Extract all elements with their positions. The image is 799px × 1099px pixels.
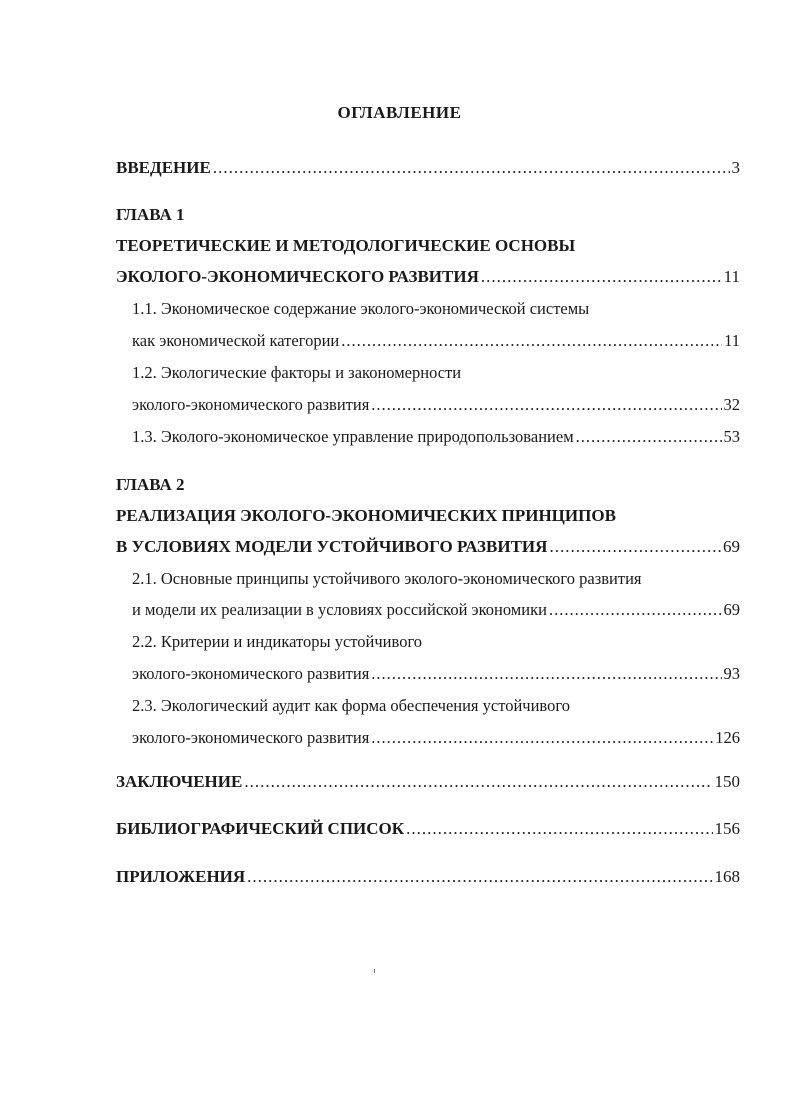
section-2-3-line1: 2.3. Экологический аудит как форма обеспечения устойчивого (132, 696, 570, 715)
page-number: 126 (715, 728, 740, 747)
page-number: 168 (714, 867, 740, 886)
toc-entry-chapter-2[interactable] (116, 537, 740, 561)
toc-entry-section-2-2[interactable] (132, 664, 740, 688)
entry-label: ЗАКЛЮЧЕНИЕ (116, 772, 243, 791)
dot-leader (244, 772, 712, 792)
toc-entry-conclusion[interactable] (116, 772, 740, 796)
page-number: 150 (714, 772, 740, 791)
toc-entry-section-2-1[interactable] (132, 600, 740, 624)
page-number: 93 (723, 664, 740, 683)
entry-label: ПРИЛОЖЕНИЯ (116, 867, 246, 886)
section-1-2-line1: 1.2. Экологические факторы и закономерности (132, 363, 462, 382)
page-number: 53 (723, 427, 740, 446)
dot-leader (406, 819, 712, 839)
page-number: 156 (714, 819, 740, 838)
page-number: 69 (723, 600, 740, 619)
dot-leader (371, 664, 721, 684)
entry-label: эколого-экономического развития (132, 728, 370, 747)
dot-leader (549, 537, 721, 557)
toc-entry-chapter-1[interactable] (116, 267, 740, 291)
toc-entry-section-1-2[interactable] (132, 395, 740, 419)
toc-entry-section-2-3[interactable] (132, 728, 740, 752)
chapter-2-heading: ГЛАВА 2 (116, 475, 185, 494)
page-number: 69 (723, 537, 740, 556)
entry-label: и модели их реализации в условиях российской экономики (132, 600, 547, 619)
dot-leader (576, 427, 722, 447)
entry-label: эколого-экономического развития (132, 395, 370, 414)
section-2-1-line1: 2.1. Основные принципы устойчивого эколого-экономического развития (132, 569, 642, 588)
entry-label: ВВЕДЕНИЕ (116, 158, 211, 177)
dot-leader (549, 600, 722, 620)
page-number: 3 (731, 158, 740, 177)
entry-label: В УСЛОВИЯХ МОДЕЛИ УСТОЙЧИВОГО РАЗВИТИЯ (116, 537, 548, 556)
chapter-1-heading: ГЛАВА 1 (116, 205, 185, 224)
section-2-2-line1: 2.2. Критерии и индикаторы устойчивого (132, 632, 423, 651)
entry-label: БИБЛИОГРАФИЧЕСКИЙ СПИСОК (116, 819, 405, 838)
toc-entry-section-1-3[interactable] (132, 427, 740, 451)
dot-leader (213, 158, 730, 178)
toc-entry-appendices[interactable] (116, 867, 740, 891)
chapter-2-title-line1: РЕАЛИЗАЦИЯ ЭКОЛОГО-ЭКОНОМИЧЕСКИХ ПРИНЦИПОВ (116, 506, 616, 525)
section-1-1-line1: 1.1. Экономическое содержание эколого-экономической системы (132, 299, 590, 318)
scan-speck (374, 969, 375, 973)
dot-leader (341, 331, 722, 351)
page-number: 32 (723, 395, 740, 414)
dot-leader (371, 728, 713, 748)
page-number: 11 (723, 267, 740, 286)
toc-entry-section-1-1[interactable] (132, 331, 740, 355)
dot-leader (247, 867, 712, 887)
toc-entry-bibliography[interactable] (116, 819, 740, 843)
chapter-1-title-line1: ТЕОРЕТИЧЕСКИЕ И МЕТОДОЛОГИЧЕСКИЕ ОСНОВЫ (116, 236, 576, 255)
dot-leader (481, 267, 722, 287)
toc-entry-introduction[interactable] (116, 158, 740, 182)
entry-label: ЭКОЛОГО-ЭКОНОМИЧЕСКОГО РАЗВИТИЯ (116, 267, 479, 286)
entry-label: 1.3. Эколого-экономическое управление природопользованием (132, 427, 574, 446)
entry-label: как экономической категории (132, 331, 340, 350)
entry-label: эколого-экономического развития (132, 664, 370, 683)
page-number: 11 (724, 331, 740, 350)
toc-title: ОГЛАВЛЕНИЕ (337, 103, 462, 122)
dot-leader (371, 395, 721, 415)
